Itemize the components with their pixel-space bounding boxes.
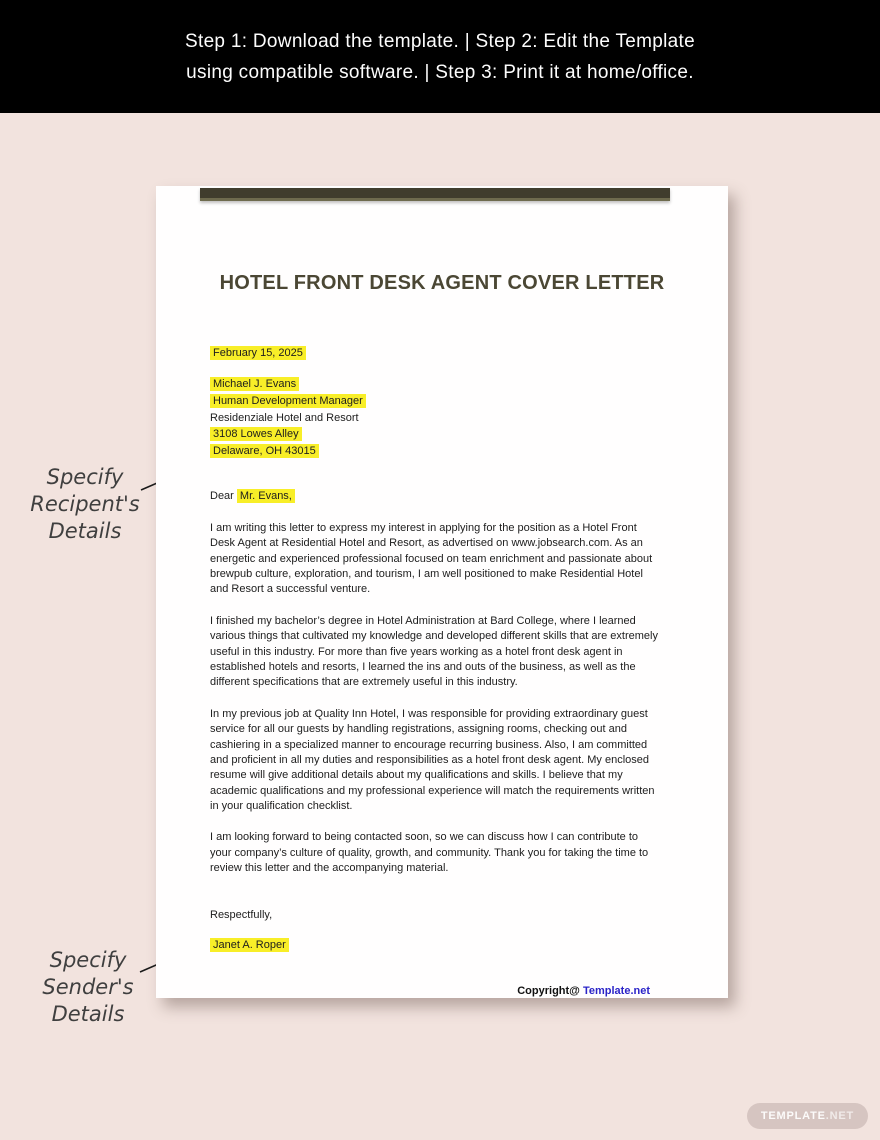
recipient-name: Michael J. Evans <box>210 377 662 393</box>
letter-paragraph: I am looking forward to being contacted soon, so we can discuss how I can contribute to your company’s culture of quality, growth, and community. Thank you for taking the time to review this letter and the accompanying material. <box>210 831 649 875</box>
recipient-street: 3108 Lowes Alley <box>210 427 662 443</box>
sender-signature: Janet A. Roper <box>210 938 662 953</box>
badge-text-light: .NET <box>825 1110 854 1122</box>
letter-paragraph: I am writing this letter to express my interest in applying for the position as a Hotel Front Desk Agent at Residential Hotel and Resort, as advertised on www.jobsearch.com. As an energetic and experienced professional focused on team enrichment and passionate about brewpub culture, exploration, and tourism, I am well positioned to make Residential Hotel and Resort a successful venture. <box>210 521 653 596</box>
letter-paragraph: In my previous job at Quality Inn Hotel, I was responsible for providing extraordinary guest service for all our guests by handling registrations, assigning rooms, checking out and cashiering in a specialized manner to encourage recurring business. Also, I am committed and proficient in all my duties and responsibilities as a hotel front desk agent. My enclosed resume will give additional details about my qualifications and skills. I believe that my academic qualifications and my professional experience will match the requirements written in your qualification checklist. <box>210 707 655 813</box>
banner-line-1: Step 1: Download the template. | Step 2: Edit the Template <box>185 30 695 52</box>
letter-title: HOTEL FRONT DESK AGENT COVER LETTER <box>219 272 665 294</box>
letter-document <box>156 186 728 998</box>
recipient-job-title: Human Development Manager <box>210 394 662 410</box>
letter-paragraph: I finished my bachelor’s degree in Hotel Administration at Bard College, where I learned various things that cultivated my knowledge and developed different skills that are extremely useful in this industry. For more than five years working as a hotel front desk agent in established hotels and resorts, I learned the ins and outs of the business, as well as the different specifications that are extremely useful in this industry. <box>210 614 658 689</box>
copyright-line <box>210 984 650 999</box>
annotation-line: Sender's <box>42 975 134 999</box>
recipient-company: Residenziale Hotel and Resort <box>210 411 359 424</box>
annotation-line: Specify <box>46 465 124 489</box>
copyright-prefix: Copyright@ <box>517 985 583 998</box>
instruction-banner <box>0 0 880 113</box>
letter-date <box>210 346 662 361</box>
letter-date-highlight: February 15, 2025 <box>210 346 306 360</box>
letter-closing: Respectfully, <box>210 908 273 921</box>
badge-text-bold: TEMPLATE <box>760 1110 826 1122</box>
salutation-prefix: Dear <box>210 490 237 503</box>
annotation-line: Details <box>48 519 122 543</box>
template-net-link[interactable]: Template.net <box>582 985 650 998</box>
letter-body <box>210 346 662 1000</box>
salutation-name-highlight: Mr. Evans, <box>237 489 295 503</box>
annotation-line: Specify <box>49 948 127 972</box>
letterhead-bar <box>200 188 670 201</box>
annotation-line: Details <box>51 1002 125 1026</box>
recipient-city: Delaware, OH 43015 <box>210 444 662 460</box>
annotation-line: Recipent's <box>30 492 140 516</box>
salutation <box>210 489 662 504</box>
banner-line-2: using compatible software. | Step 3: Print it at home/office. <box>186 61 694 83</box>
template-net-badge <box>747 1103 868 1129</box>
recipient-address-block <box>210 377 662 459</box>
